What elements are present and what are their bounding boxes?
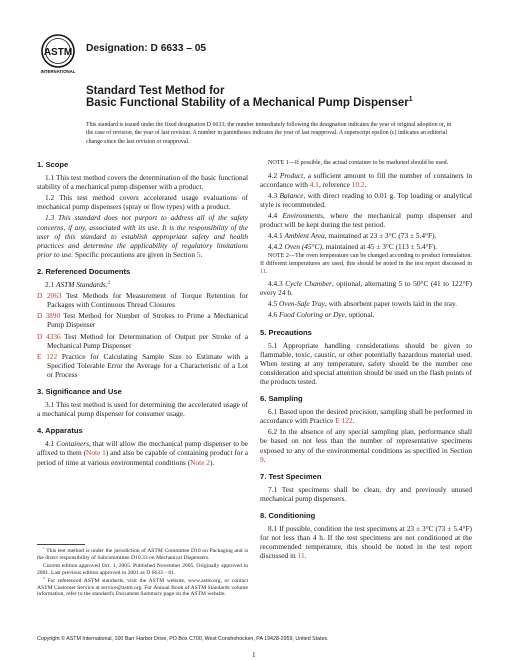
footnote-2: $^2$ For referenced ASTM standards, visit the ASTM website, www.astm.org, or contact ASTM Customer Service at service@astm.org. For Annual Book of ASTM Standards volume information, refer to the standard's Document Summary page on the ASTM website. bbox=[37, 575, 248, 598]
link-e122[interactable]: E 122 bbox=[37, 351, 58, 361]
paragraph-1-1: 1.1 This test method covers the determination of the basic functional stability of a mechanical pump dispenser with a product. bbox=[37, 173, 248, 192]
link-section-11-report[interactable]: 11 bbox=[297, 551, 305, 561]
reference-d2063: D 2063 Test Methods for Measurement of Torque Retention for Packages with Continuous Thread Closures bbox=[37, 291, 248, 310]
paragraph-4-1: 4.1 Containers, that will allow the mechanical pump dispenser to be affixed to them (Note 1) and also be capable of containing product for a period of time at various environmental conditions (Note 2). bbox=[37, 439, 249, 467]
link-e122-practice[interactable]: E 122 bbox=[335, 416, 353, 426]
section-heading-conditioning: 8. Conditioning bbox=[260, 511, 316, 520]
paragraph-4-6: 4.6 Food Coloring or Dye, optional. bbox=[268, 310, 375, 320]
paragraph-4-4-2: 4.4.2 Oven (45°C), maintained at 45 ± 3°C (113 ± 5.4°F). bbox=[268, 242, 437, 252]
paragraph-5-1: 5.1 Appropriate handling considerations should be given to flammable, toxic, caustic, or other potentially hazardous material used. When testing at any temperature, safety should be the number one consideration and special attention should be used on the flash points of the products tested. bbox=[260, 340, 472, 386]
link-note-2[interactable]: Note 2 bbox=[190, 457, 210, 467]
reference-d4336: D 4336 Test Method for Determination of Output per Stroke of a Mechanical Pump Dispenser bbox=[37, 331, 248, 350]
svg-text:INTERNATIONAL: INTERNATIONAL bbox=[40, 69, 76, 74]
right-column bbox=[260, 160, 472, 562]
link-section-5[interactable]: 5 bbox=[196, 249, 201, 259]
paragraph-4-4-1: 4.4.1 Ambient Area, maintained at 23 ± 3°C (73 ± 5.4°F). bbox=[268, 231, 437, 241]
reference-e122: E 122 Practice for Calculating Sample Size to Estimate with a Specified Tolerable Error the Average for a Characteristic of a Lot or Process bbox=[37, 351, 249, 379]
section-heading-sampling: 6. Sampling bbox=[260, 394, 303, 404]
paragraph-1-2: 1.2 This test method covers accelerated usage evaluations of mechanical pump dispensers (spray or flow types) with a product. bbox=[37, 193, 248, 212]
paragraph-4-2: 4.2 Product, a sufficient amount to fill the number of containers in accordance with 4.1, reference 10.2. bbox=[260, 170, 473, 189]
link-section-11[interactable]: 11 bbox=[260, 268, 266, 275]
link-d2063[interactable]: D 2063 bbox=[37, 291, 62, 301]
footnote-rule bbox=[37, 544, 85, 545]
link-section-9[interactable]: 9 bbox=[260, 454, 264, 464]
paragraph-7-1: 7.1 Test specimens shall be clean, dry and previously unused mechanical pump dispensers. bbox=[260, 484, 472, 503]
link-note-1[interactable]: Note 1 bbox=[86, 448, 106, 458]
section-heading-referenced-documents: 2. Referenced Documents bbox=[37, 266, 131, 276]
paragraph-6-1: 6.1 Based upon the desired precision, sampling shall be performed in accordance with Practice E 122. bbox=[260, 407, 472, 426]
paragraph-4-4-3: 4.4.3 Cycle Chamber, optional, alternating 5 to 50°C (41 to 122°F) every 24 h. bbox=[260, 279, 472, 298]
link-4-1[interactable]: 4.1 bbox=[309, 179, 319, 189]
section-heading-significance: 3. Significance and Use bbox=[37, 386, 122, 396]
section-heading-scope: 1. Scope bbox=[37, 160, 69, 169]
svg-text:ASTM: ASTM bbox=[43, 47, 73, 58]
paragraph-4-3: 4.3 Balance, with direct reading to 0.01 g. Top loading or analytical style is recommended. bbox=[260, 190, 472, 209]
paragraph-4-4: 4.4 Environments, where the mechanical pump dispenser and product will be kept during the test period. bbox=[260, 210, 473, 230]
link-d3890[interactable]: D 3890 bbox=[37, 311, 61, 321]
paragraph-3-1: 3.1 This test method is used for determining the accelerated usage of a mechanical pump dispenser for consumer usage. bbox=[37, 400, 248, 419]
left-column bbox=[37, 160, 248, 469]
link-d4336[interactable]: D 4336 bbox=[37, 331, 61, 341]
footnote-1: $^1$ This test method is under the jurisdiction of ASTM Committee D10 on Packaging and is the direct responsibility of Subcommittee D10.33 on Mechanical Dispensers. bbox=[37, 546, 248, 561]
footnote-1-edition: Current edition approved Oct. 1, 2005. Published November 2005. Originally approved in 2001. Last previous edition approved in 2001 as D 6633 – 01. bbox=[37, 562, 248, 576]
section-heading-precautions: 5. Precautions bbox=[260, 327, 312, 337]
section-heading-apparatus: 4. Apparatus bbox=[37, 426, 83, 436]
note-1: NOTE 1—If possible, the actual container to be marketed should be used. bbox=[268, 160, 449, 166]
paragraph-4-5: 4.5 Oven-Safe Tray, with absorbent paper towels laid in the tray. bbox=[268, 299, 457, 309]
paragraph-1-3: 1.3 This standard does not purport to address all of the safety concerns, if any, associated with its use. It is the responsibility of the user of this standard to establish appropriate safety and health practices and determine the applicability of regulatory limitations prior to use. Specific precautions are given in Section 5. bbox=[37, 213, 248, 259]
footnotes bbox=[37, 548, 248, 599]
designation: Designation: D 6633 – 05 bbox=[86, 43, 207, 54]
section-heading-test-specimen: 7. Test Specimen bbox=[260, 471, 322, 481]
issue-notice: This standard is issued under the fixed designation D 6633; the number immediately following the designation indicates the year of original adoption or, in the case of revision, the year of last revision. A number in parentheses indicates the year of last reapproval. A superscript epsilon (ε) indicates an editorial change since the last revision or reapproval. bbox=[86, 122, 452, 145]
title-line-1: Standard Test Method for bbox=[86, 85, 225, 97]
astm-logo bbox=[38, 33, 78, 75]
title-line-2: Basic Functional Stability of a Mechanical Pump Dispenser$^1$ bbox=[86, 96, 413, 109]
page-number: 1 bbox=[252, 650, 256, 659]
paragraph-6-2: 6.2 In the absence of any special sampling plan, performance shall be based on not less than the number of representative specimens exposed to any of the environmental conditions as specified in Section 9. bbox=[260, 427, 472, 464]
paragraph-2-1: 2.1 ASTM Standards:$^2$ bbox=[45, 279, 111, 290]
link-10-2[interactable]: 10.2 bbox=[351, 179, 365, 189]
reference-d3890: D 3890 Test Method for Number of Strokes to Prime a Mechanical Pump Dispenser bbox=[37, 311, 248, 330]
copyright-line: Copyright © ASTM International, 100 Barr Harbor Drive, PO Box C700, West Conshohocken, PA 19428-2959, United States. bbox=[37, 636, 329, 642]
paragraph-8-1: 8.1 If possible, condition the test specimens at 23 ± 3°C (73 ± 5.4°F) for not less than 4 h. If the test specimens are not conditioned at the recommended temperature, this should be noted in the test report discussed in 11. bbox=[260, 524, 472, 561]
note-2: NOTE 2—The oven temperature can be changed according to product formulation. If different temperatures are used, this should be noted in the test report discussed in 11. bbox=[260, 253, 472, 275]
